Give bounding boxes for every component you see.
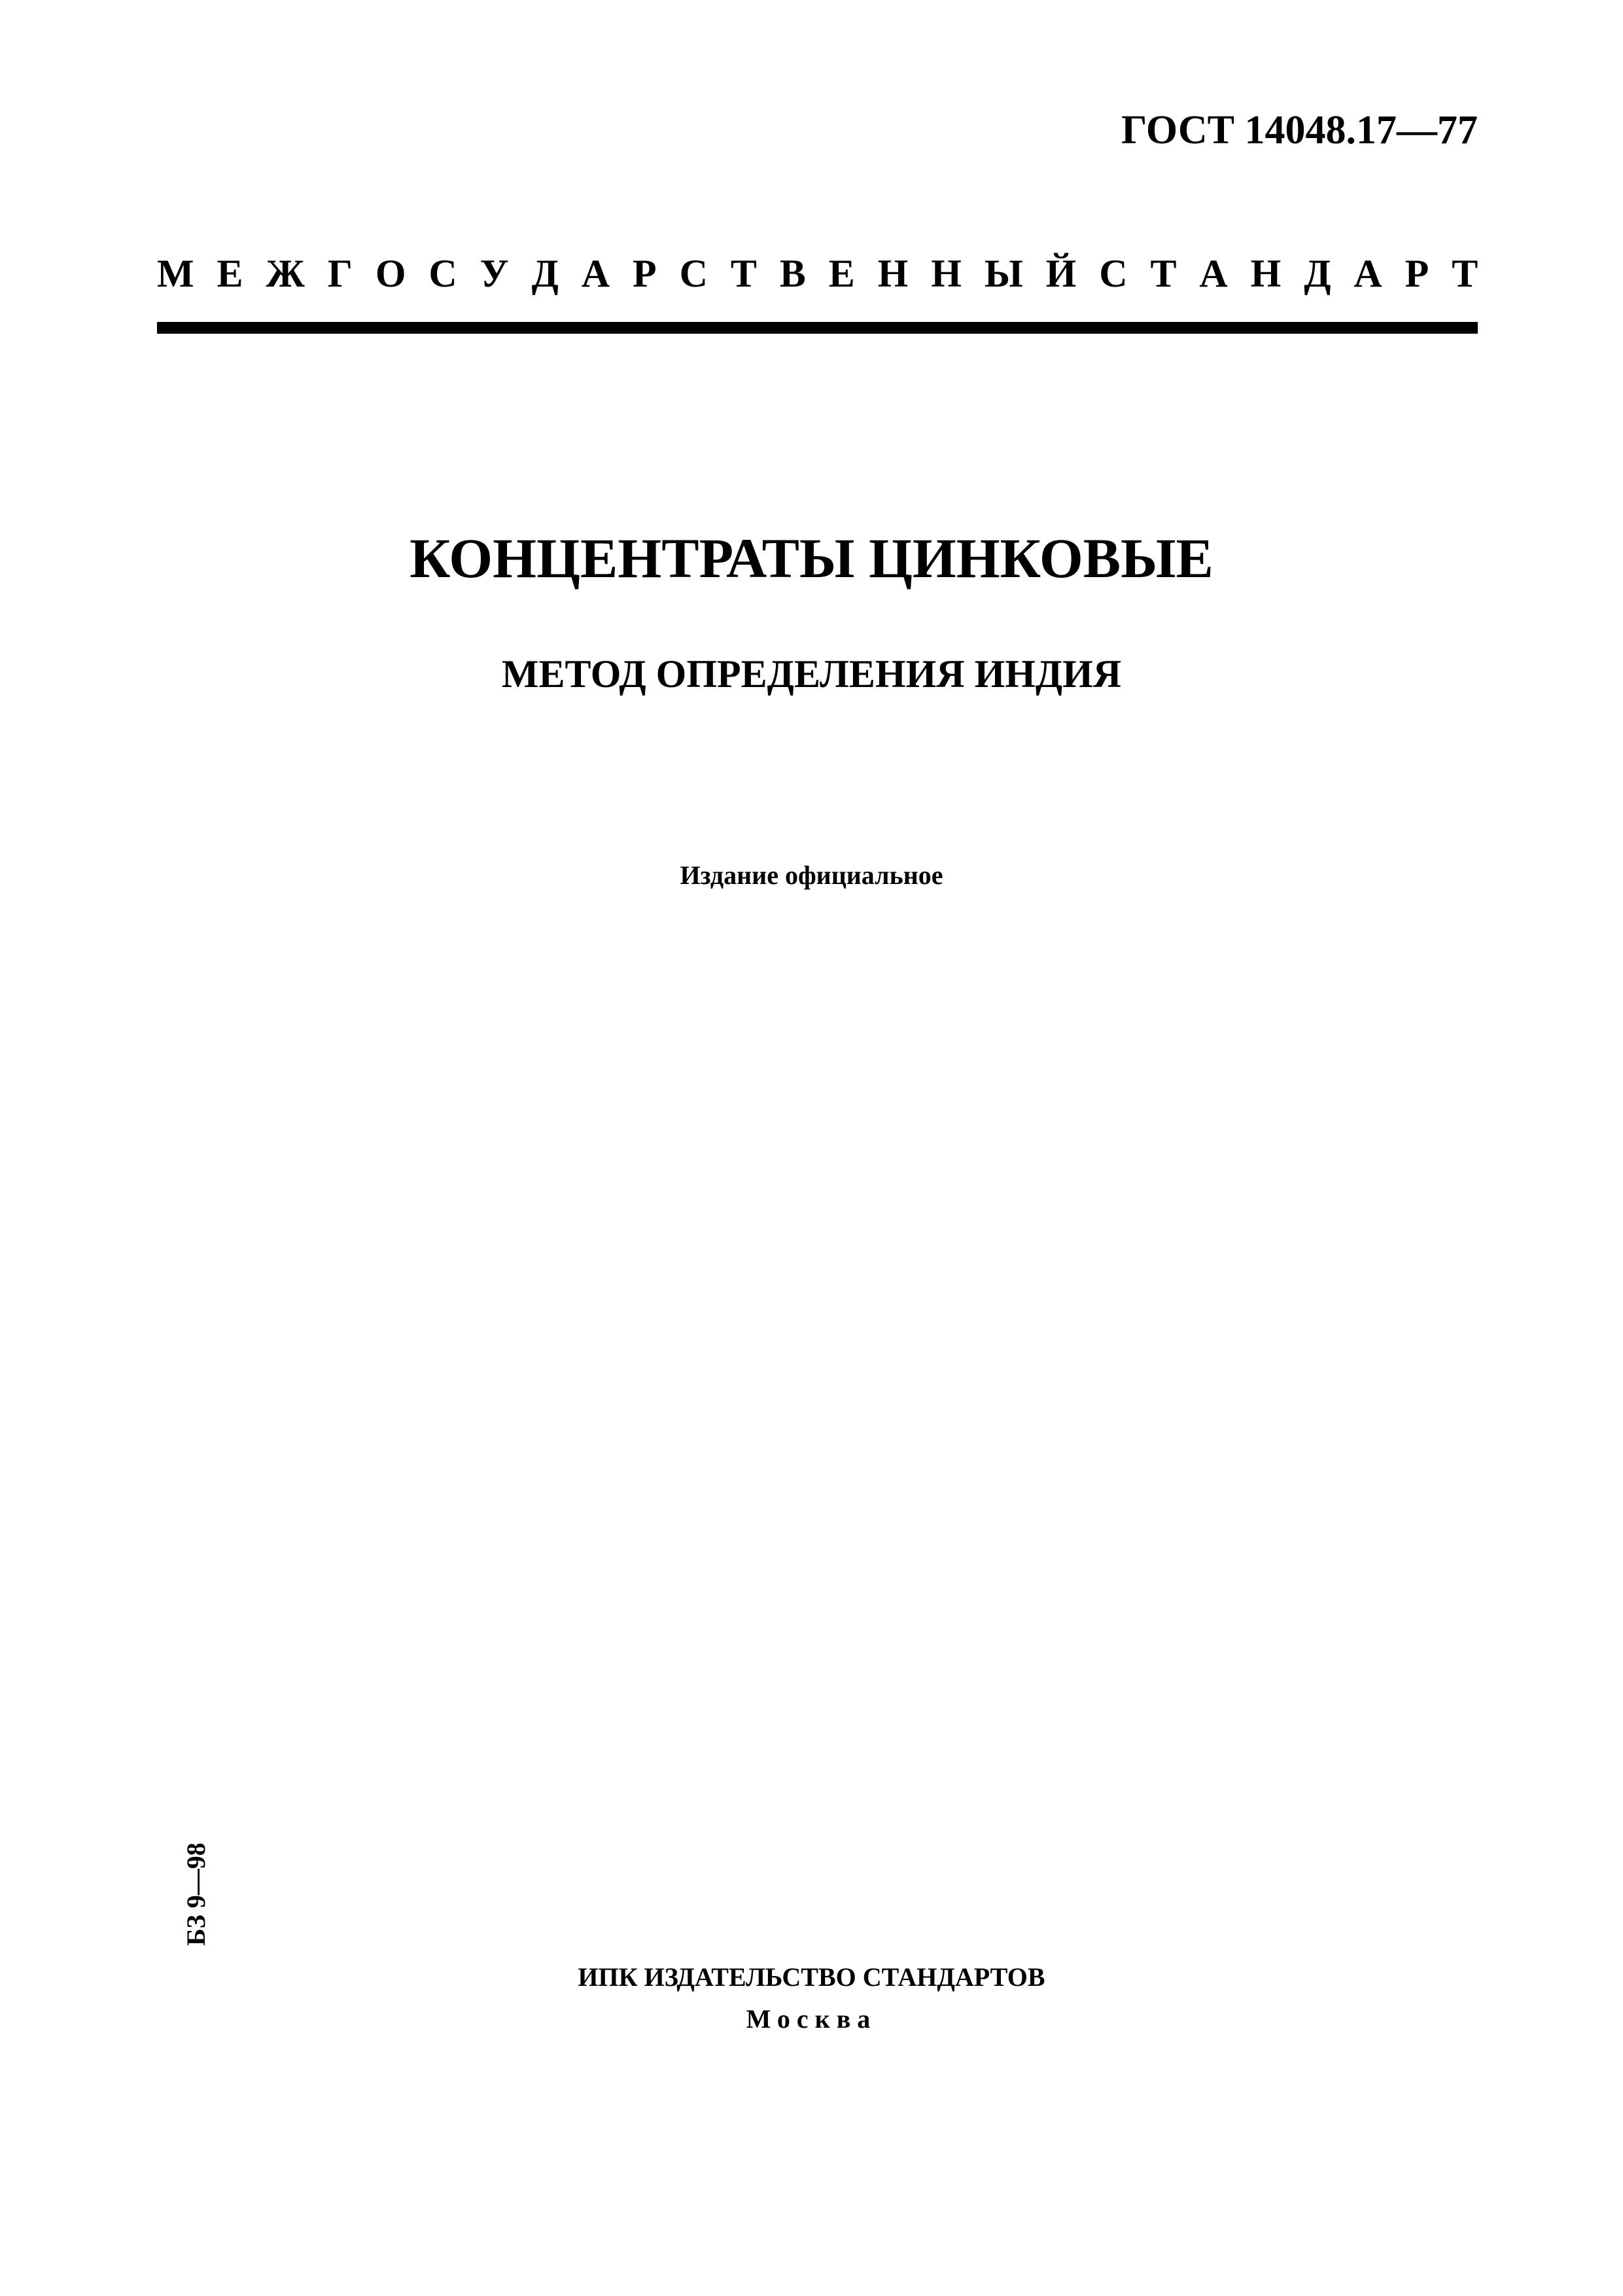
- heading-letter: Г: [327, 252, 353, 295]
- heading-letter: Т: [1150, 252, 1177, 295]
- heading-letter: Т: [730, 252, 757, 295]
- standard-number: ГОСТ 14048.17—77: [1121, 108, 1478, 152]
- side-code: БЗ 9—98: [181, 1843, 211, 1946]
- heading-letter: Т: [1452, 252, 1478, 295]
- publisher-city: Москва: [746, 2004, 877, 2034]
- edition-note: Издание официальное: [680, 860, 943, 890]
- heading-letter: О: [375, 252, 406, 295]
- heading-letter: Д: [531, 252, 559, 295]
- standard-type-heading: [157, 254, 1478, 293]
- heading-letter: С: [679, 252, 708, 295]
- heading-letter: Д: [1304, 252, 1331, 295]
- document-subtitle: МЕТОД ОПРЕДЕЛЕНИЯ ИНДИЯ: [501, 652, 1122, 696]
- heading-letter: А: [1199, 252, 1228, 295]
- heading-letter: С: [1099, 252, 1128, 295]
- heading-letter: Р: [633, 252, 657, 295]
- heading-letter: Е: [217, 252, 243, 295]
- heading-letter: А: [581, 252, 610, 295]
- heading-letter: Н: [1250, 252, 1282, 295]
- heading-letter: Р: [1405, 252, 1429, 295]
- heading-letter: М: [157, 252, 194, 295]
- heading-letter: Е: [828, 252, 855, 295]
- heading-letter: С: [428, 252, 457, 295]
- heading-letter: Ж: [266, 252, 305, 295]
- heading-letter: Й: [1045, 252, 1077, 295]
- heading-letter: Ы: [984, 252, 1023, 295]
- document-title: КОНЦЕНТРАТЫ ЦИНКОВЫЕ: [410, 527, 1213, 590]
- heading-letter: Н: [931, 252, 962, 295]
- heading-letter: В: [779, 252, 806, 295]
- header-rule: [157, 322, 1478, 334]
- heading-letter: А: [1353, 252, 1382, 295]
- heading-letter: У: [480, 252, 509, 295]
- heading-letter: Н: [877, 252, 909, 295]
- publisher-name: ИПК ИЗДАТЕЛЬСТВО СТАНДАРТОВ: [578, 1962, 1045, 1992]
